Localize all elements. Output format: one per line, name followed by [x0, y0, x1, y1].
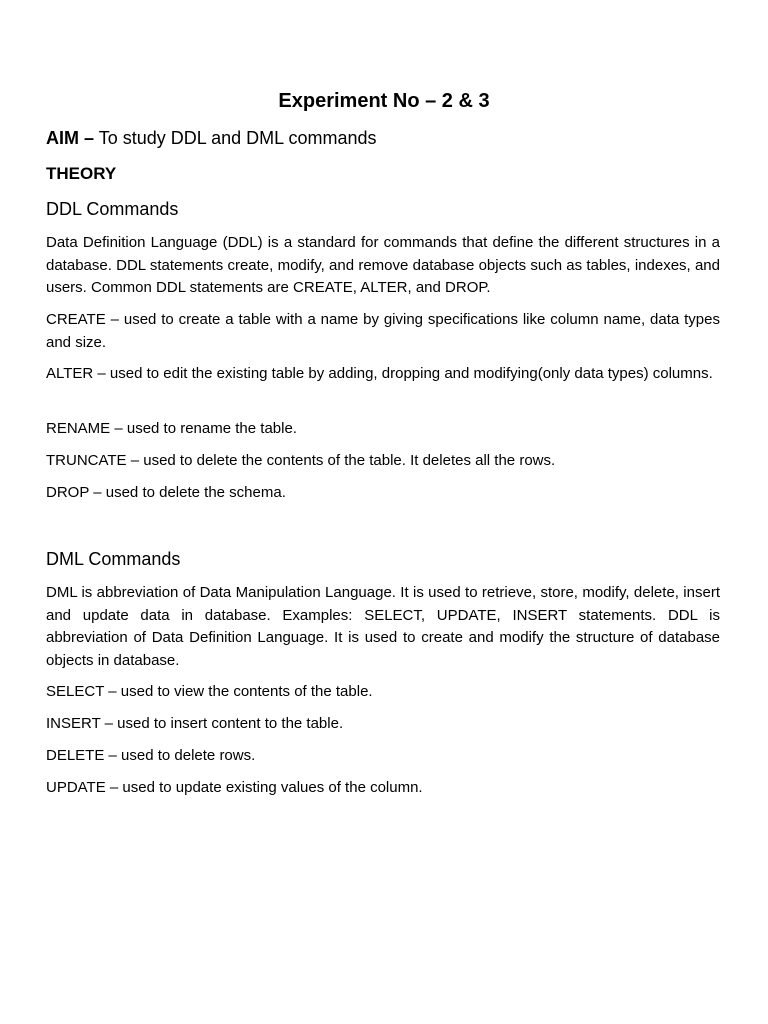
ddl-rename-item: RENAME – used to rename the table. — [46, 420, 297, 437]
ddl-alter-item: ALTER – used to edit the existing table by adding, dropping and modifying(only data types) columns. — [46, 365, 713, 382]
dml-select-item: SELECT – used to view the contents of the table. — [46, 683, 373, 700]
dml-update-item: UPDATE – used to update existing values of the column. — [46, 779, 423, 796]
ddl-create-item: CREATE – used to create a table with a name by giving specifications like column name, data types and size. — [46, 311, 720, 351]
aim-label: AIM – — [46, 128, 95, 148]
ddl-truncate-item: TRUNCATE – used to delete the contents of the table. It deletes all the rows. — [46, 452, 556, 469]
dml-intro-paragraph: DML is abbreviation of Data Manipulation Language. It is used to retrieve, store, modify, delete, insert and update data in database. Examples: SELECT, UPDATE, INSERT statements. DDL is abbreviation of Data Definition Language. It is used to create and modify the structure of database objects in database. — [46, 584, 720, 669]
aim-text: To study DDL and DML commands — [94, 128, 377, 148]
dml-insert-item: INSERT – used to insert content to the table. — [46, 715, 344, 732]
dml-section-heading: DML Commands — [46, 549, 181, 569]
ddl-intro-paragraph: Data Definition Language (DDL) is a standard for commands that define the different structures in a database. DDL statements create, modify, and remove database objects such as tables, indexes, and users. Common DDL statements are CREATE, ALTER, and DROP. — [46, 234, 720, 296]
theory-heading: THEORY — [46, 164, 117, 183]
page-title: Experiment No – 2 & 3 — [278, 90, 490, 112]
ddl-section-heading: DDL Commands — [46, 199, 179, 219]
dml-delete-item: DELETE – used to delete rows. — [46, 747, 256, 764]
ddl-drop-item: DROP – used to delete the schema. — [46, 484, 286, 501]
aim-line — [46, 126, 720, 150]
